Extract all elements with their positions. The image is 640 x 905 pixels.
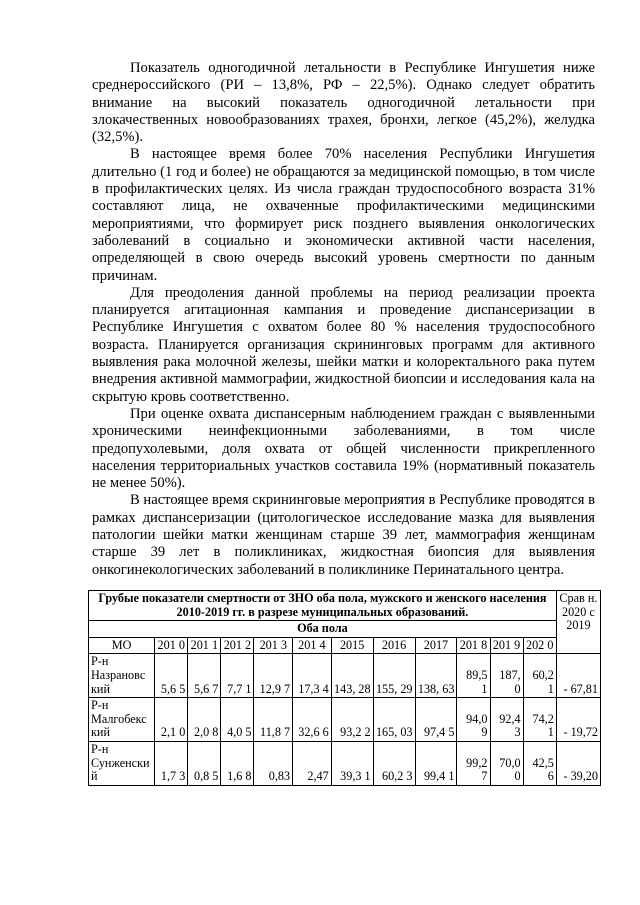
mo-name-cell: Р-н Сунженски й [89,741,155,785]
paragraph: При оценке охвата диспансерным наблюдением граждан с выявленными хроническими неинфекционными заболеваниями, в том числе предопухолевыми, доля охвата от общей численности прикрепленного населения территориальных участков составила 19% (нормативный показатель не менее 50%). [92,405,595,492]
value-cell: 165, 03 [373,698,415,742]
value-cell: 187, 0 [490,654,523,698]
value-cell: 92,4 3 [490,698,523,742]
value-cell: 74,2 1 [523,698,556,742]
value-cell: 4,0 5 [221,698,254,742]
mo-header: МО [89,637,155,654]
paragraph: В настоящее время скрининговые мероприятия в Республике проводятся в рамках диспансеризации (цитологическое исследование мазка для выявления патологии шейки матки женщинам старше 39 лет, маммография женщинам старше 39 лет в поликлиниках, жидкостная биопсия для выявления онкогинекологических заболеваний в поликлинике Перинатального центра. [92,492,595,578]
year-header: 202 0 [523,637,556,654]
mortality-table [88,590,601,786]
year-header: 2016 [373,637,415,654]
value-cell: 97,4 5 [415,698,457,742]
value-cell: 5,6 7 [188,654,221,698]
value-cell: 155, 29 [373,654,415,698]
year-header: 201 1 [188,637,221,654]
year-header: 201 3 [254,637,293,654]
value-cell: 60,2 1 [523,654,556,698]
table-row [89,698,601,742]
mo-name-cell: Р-н Назрановс кий [89,654,155,698]
year-header: 201 2 [221,637,254,654]
value-cell: 1,6 8 [221,741,254,785]
value-cell: 1,7 3 [155,741,188,785]
value-cell: 11,8 7 [254,698,293,742]
year-header: 201 0 [155,637,188,654]
value-cell: 99,2 7 [457,741,490,785]
value-cell: 0,83 [254,741,293,785]
year-header: 201 4 [293,637,332,654]
value-cell: 99,4 1 [415,741,457,785]
value-cell: 39,3 1 [331,741,373,785]
value-cell: 93,2 2 [331,698,373,742]
value-cell: 42,5 6 [523,741,556,785]
value-cell: 143, 28 [331,654,373,698]
value-cell: 0,8 5 [188,741,221,785]
compare-cell: - 39,20 [556,741,600,785]
value-cell: 2,0 8 [188,698,221,742]
value-cell: 12,9 7 [254,654,293,698]
value-cell: 5,6 5 [155,654,188,698]
value-cell: 94,0 9 [457,698,490,742]
paragraph: Для преодоления данной проблемы на период реализации проекта планируется агитационная кампания и проведение диспансеризации в Республике Ингушетия с охватом более 80 % населения трудоспособного возраста. Планируется организация скрининговых программ для активного выявления рака молочной железы, шейки матки и колоректального рака путем внедрения активной маммографии, жидкостной биопсии и исследования кала на скрытую кровь соответственно. [92,284,595,405]
body-text [92,60,595,579]
year-header: 2017 [415,637,457,654]
table-title: Грубые показатели смертности от ЗНО оба пола, мужского и женского населения 2010-2019 гг. в разрезе муниципальных образований. [89,591,557,621]
mo-name-cell: Р-н Малгобекс кий [89,698,155,742]
value-cell: 70,0 0 [490,741,523,785]
value-cell: 138, 63 [415,654,457,698]
value-cell: 60,2 3 [373,741,415,785]
year-header: 201 8 [457,637,490,654]
compare-cell: - 19,72 [556,698,600,742]
year-header: 2015 [331,637,373,654]
value-cell: 7,7 1 [221,654,254,698]
value-cell: 17,3 4 [293,654,332,698]
table-row [89,654,601,698]
table-row [89,741,601,785]
value-cell: 32,6 6 [293,698,332,742]
paragraph: В настоящее время более 70% населения Республики Ингушетия длительно (1 год и болеe) не обращаются за медицинской помощью, в том числе в профилактических целях. Из числа граждан трудоспособного возраста 31% составляют лица, не охваченные профилактическими медицинскими мероприятиями, что формирует риск позднего выявления онкологических заболеваний в социально и экономически активной части населения, определяющей в свою очередь высокий уровень смертности по данным причинам. [92,146,595,284]
value-cell: 2,47 [293,741,332,785]
value-cell: 89,5 1 [457,654,490,698]
compare-cell: - 67,81 [556,654,600,698]
value-cell: 2,1 0 [155,698,188,742]
paragraph: Показатель одногодичной летальности в Республике Ингушетия ниже среднероссийского (РИ – 13,8%, РФ – 22,5%). Однако следует обратить внимание на высокий показатель одногодичной летальности при злокачественных новообразованиях трахея, бронхи, легкое (45,2%), желудка (32,5%). [92,60,595,146]
table-subtitle: Оба пола [89,621,557,638]
compare-header: Срав н. 2020 с 2019 [556,591,600,654]
year-header: 201 9 [490,637,523,654]
